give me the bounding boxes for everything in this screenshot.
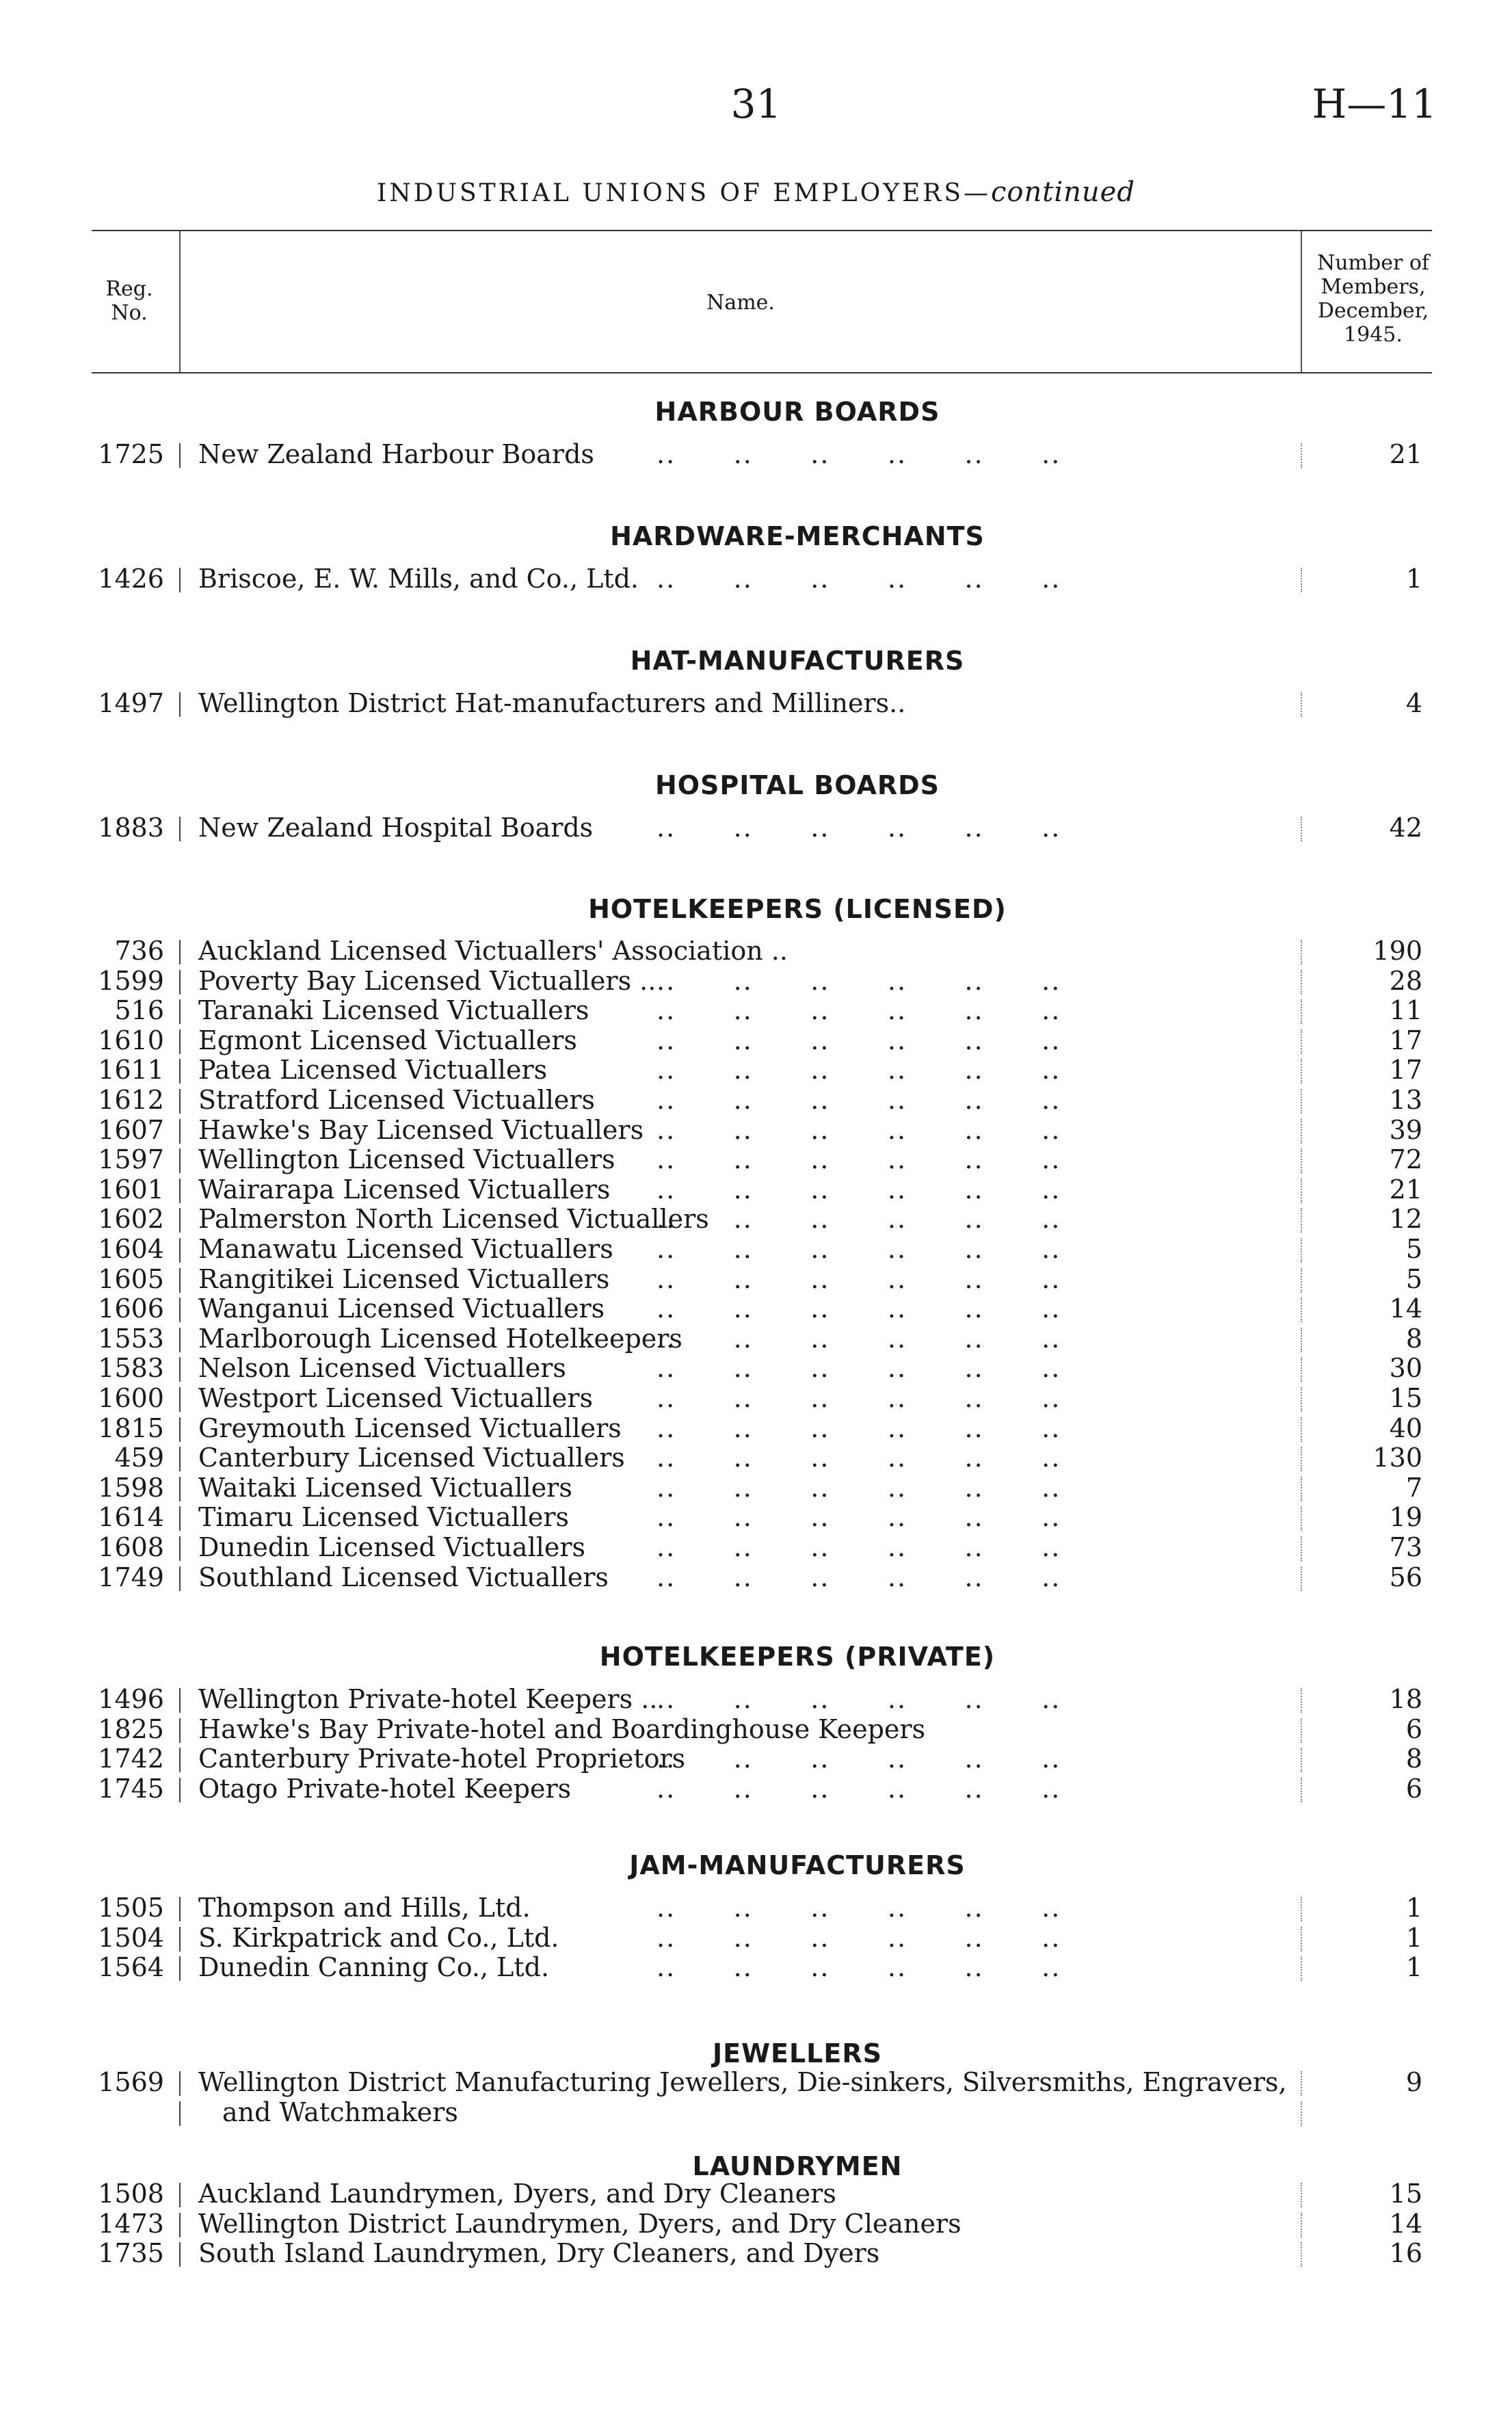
- reg-no: 1553: [98, 1323, 164, 1354]
- section-title: HARDWARE-MERCHANTS: [610, 521, 985, 551]
- member-count: 21: [1389, 1174, 1422, 1205]
- table-row: [0, 1144, 1512, 1174]
- union-name: Canterbury Licensed Victuallers: [198, 1443, 625, 1473]
- reg-no: 1606: [98, 1293, 164, 1324]
- column-rule: [179, 1688, 181, 1713]
- reg-no: 1426: [98, 564, 164, 594]
- column-rule: [179, 817, 181, 841]
- table-row: [0, 1684, 1512, 1714]
- page-number: 31: [730, 81, 782, 127]
- member-count: 19: [1389, 1502, 1422, 1533]
- section-title: JEWELLERS: [713, 2038, 882, 2068]
- column-rule: [179, 1059, 181, 1083]
- member-count: 6: [1405, 1773, 1422, 1804]
- table-row: [0, 2179, 1512, 2209]
- column-rule: [179, 999, 181, 1024]
- member-count: 42: [1389, 813, 1422, 843]
- leader-dots: .. .. .. .. .. ..: [656, 1055, 1061, 1086]
- reg-no: 1742: [98, 1744, 164, 1774]
- reg-no: 1598: [98, 1472, 164, 1503]
- union-name: Rangitikei Licensed Victuallers: [198, 1263, 610, 1294]
- leader-dots: .. .. .. .. .. ..: [656, 1293, 1061, 1324]
- table-row: [0, 813, 1512, 843]
- column-rule: [179, 940, 181, 964]
- reg-no: 1610: [98, 1025, 164, 1055]
- leader-dots: .. .. .. .. .. ..: [656, 1532, 1061, 1562]
- leader-dots: .. .. .. .. .. ..: [656, 965, 1061, 996]
- leader-dots: .. .. .. .. .. ..: [656, 439, 1061, 469]
- union-name: Patea Licensed Victuallers: [198, 1055, 548, 1086]
- reg-no: 1745: [98, 1773, 164, 1804]
- union-name: Dunedin Licensed Victuallers: [198, 1532, 586, 1562]
- leader-dots: .. .. .. .. .. ..: [656, 1383, 1061, 1413]
- column-rule: [179, 970, 181, 995]
- leader-dots: .. .. .. .. .. ..: [656, 1472, 1061, 1503]
- member-count: 73: [1389, 1532, 1422, 1562]
- member-count: 11: [1389, 995, 1422, 1026]
- leader-dots: .. .. .. .. .. ..: [656, 1952, 1061, 1983]
- reg-no: 1497: [98, 688, 164, 718]
- reg-no: 1504: [98, 1922, 164, 1953]
- member-count: 15: [1389, 2179, 1422, 2209]
- union-name: Stratford Licensed Victuallers: [198, 1085, 596, 1115]
- union-name: Dunedin Canning Co., Ltd.: [198, 1952, 550, 1983]
- column-rule: [179, 1927, 181, 1952]
- member-count: 1: [1405, 1893, 1422, 1923]
- member-count: 14: [1389, 2208, 1422, 2239]
- column-header-members: Number of Members, December, 1945.: [1316, 251, 1430, 347]
- table-row: [0, 1234, 1512, 1264]
- union-name: Poverty Bay Licensed Victuallers ..: [198, 965, 656, 996]
- running-title-suffix: continued: [991, 176, 1135, 208]
- reg-no: 1599: [98, 965, 164, 996]
- reg-no: 1508: [98, 2179, 164, 2209]
- union-name: Briscoe, E. W. Mills, and Co., Ltd.: [198, 564, 639, 594]
- table-row: [0, 1324, 1512, 1354]
- union-name: Thompson and Hills, Ltd.: [198, 1893, 531, 1923]
- column-rule: [179, 1506, 181, 1531]
- document-code: H—11: [1312, 81, 1437, 127]
- section-title: HOTELKEEPERS (LICENSED): [588, 894, 1007, 924]
- table-row: [0, 1204, 1512, 1234]
- column-rule: [179, 1238, 181, 1263]
- reg-no: 1614: [98, 1502, 164, 1533]
- reg-no: 1735: [98, 2238, 164, 2269]
- member-count: 14: [1389, 1293, 1422, 1324]
- column-rule: [179, 2242, 181, 2267]
- leader-dots: .. .. .. .. .. ..: [656, 813, 1061, 843]
- section-title: JAM-MANUFACTURERS: [629, 1850, 966, 1880]
- union-name: Southland Licensed Victuallers: [198, 1562, 609, 1592]
- section-title: HAT-MANUFACTURERS: [630, 646, 965, 676]
- member-count: 15: [1389, 1383, 1422, 1413]
- reg-no: 1825: [98, 1713, 164, 1744]
- leader-dots: .. .. .. .. .. ..: [656, 1174, 1061, 1205]
- member-count: 17: [1389, 1025, 1422, 1055]
- union-name: Wellington Licensed Victuallers: [198, 1144, 615, 1175]
- reg-no: 1583: [98, 1353, 164, 1384]
- member-count: 13: [1389, 1085, 1422, 1115]
- table-row: [0, 1562, 1512, 1592]
- union-name: Nelson Licensed Victuallers: [198, 1353, 566, 1384]
- leader-dots: .. .. .. .. .. ..: [656, 1085, 1061, 1115]
- leader-dots: .. .. .. .. .. ..: [656, 1323, 1061, 1354]
- member-count: 8: [1405, 1744, 1422, 1774]
- member-count: 5: [1405, 1234, 1422, 1264]
- member-count: 21: [1389, 439, 1422, 469]
- leader-dots: .. .. .. .. .. ..: [656, 1412, 1061, 1443]
- member-count: 16: [1389, 2238, 1422, 2269]
- member-count: 8: [1405, 1323, 1422, 1354]
- member-count: 30: [1389, 1353, 1422, 1384]
- union-name: New Zealand Harbour Boards: [198, 439, 594, 469]
- member-count: 17: [1389, 1055, 1422, 1086]
- member-count: 190: [1372, 936, 1422, 966]
- union-name: Otago Private-hotel Keepers: [198, 1773, 572, 1804]
- member-count: 12: [1389, 1204, 1422, 1235]
- reg-no: 1612: [98, 1085, 164, 1115]
- union-name: Wairarapa Licensed Victuallers: [198, 1174, 611, 1205]
- leader-dots: .. .. .. .. .. ..: [656, 1353, 1061, 1384]
- union-name: Taranaki Licensed Victuallers: [198, 995, 589, 1026]
- column-rule: [179, 1208, 181, 1233]
- table-row: [0, 1293, 1512, 1324]
- member-count: 4: [1405, 688, 1422, 718]
- column-rule: [179, 1417, 181, 1442]
- union-name: Hawke's Bay Licensed Victuallers: [198, 1114, 644, 1145]
- table-row: [0, 1115, 1512, 1145]
- column-rule: [179, 1956, 181, 1981]
- column-rule: [179, 1447, 181, 1471]
- union-name: Egmont Licensed Victuallers: [198, 1025, 577, 1055]
- reg-no: 1564: [98, 1952, 164, 1983]
- column-rule: [179, 1148, 181, 1173]
- column-rule: [179, 1718, 181, 1743]
- leader-dots: .. .. .. .. .. ..: [656, 1773, 1061, 1804]
- reg-no: 1725: [98, 439, 164, 469]
- table-row: [0, 564, 1512, 594]
- column-rule: [179, 1029, 181, 1054]
- union-name: Waitaki Licensed Victuallers: [198, 1472, 572, 1503]
- column-rule: [179, 1089, 181, 1114]
- reg-no: 1496: [98, 1684, 164, 1714]
- column-rule: [179, 443, 181, 468]
- leader-dots: .. .. .. .. .. ..: [656, 1562, 1061, 1592]
- member-count: 39: [1389, 1114, 1422, 1145]
- table-row: [0, 1025, 1512, 1055]
- table-row: [0, 1714, 1512, 1744]
- table-row: [0, 1532, 1512, 1562]
- table-row: [0, 1413, 1512, 1443]
- union-name: Marlborough Licensed Hotelkeepers: [198, 1323, 682, 1354]
- member-count: 7: [1405, 1472, 1422, 1503]
- table-row: [0, 1353, 1512, 1383]
- leader-dots: .. .. .. .. .. ..: [656, 1922, 1061, 1953]
- table-row: [0, 995, 1512, 1025]
- member-count: 5: [1405, 1263, 1422, 1294]
- union-name: Canterbury Private-hotel Proprietors: [198, 1744, 686, 1774]
- table-row: [0, 1055, 1512, 1085]
- table-row: [0, 1893, 1512, 1923]
- table-row-continuation: [0, 2097, 1512, 2127]
- column-rule: [1301, 2101, 1302, 2126]
- member-count: 1: [1405, 564, 1422, 594]
- leader-dots: .. .. .. .. .. ..: [656, 1744, 1061, 1774]
- column-rule: [179, 1268, 181, 1293]
- union-name: Hawke's Bay Private-hotel and Boardinghouse Keepers: [198, 1713, 926, 1744]
- union-name: Wellington District Manufacturing Jewellers, Die-sinkers, Silversmiths, Engravers,: [198, 2067, 1287, 2097]
- column-rule: [179, 1298, 181, 1322]
- reg-no: 1611: [98, 1055, 164, 1086]
- table-row: [0, 1383, 1512, 1413]
- column-rule: [179, 1119, 181, 1144]
- section-title: LAUNDRYMEN: [692, 2151, 903, 2181]
- union-name: Auckland Licensed Victuallers' Association ..: [198, 936, 788, 966]
- column-rule: [179, 1536, 181, 1561]
- table-row: [0, 2238, 1512, 2268]
- column-rule: [179, 692, 181, 717]
- column-header-name: Name.: [706, 291, 775, 315]
- column-header-reg-no: Reg. No.: [105, 277, 153, 325]
- table-row: [0, 936, 1512, 966]
- union-name: Wellington District Laundrymen, Dyers, and Dry Cleaners: [198, 2208, 961, 2239]
- union-name: Palmerston North Licensed Victuallers: [198, 1204, 709, 1235]
- table-row: [0, 1174, 1512, 1205]
- leader-dots: .. .. .. .. .. ..: [656, 1502, 1061, 1533]
- reg-no: 1883: [98, 813, 164, 843]
- column-rule: [179, 1328, 181, 1352]
- leader-dots: .. .. .. .. .. ..: [656, 995, 1061, 1026]
- union-name: Wanganui Licensed Victuallers: [198, 1293, 605, 1324]
- union-name: Wellington Private-hotel Keepers ..: [198, 1684, 658, 1714]
- member-count: 130: [1372, 1443, 1422, 1473]
- table-row: [0, 1473, 1512, 1503]
- member-count: 18: [1389, 1684, 1422, 1714]
- leader-dots: .. .. .. .. .. ..: [656, 564, 1061, 594]
- leader-dots: .. .. .. .. .. ..: [656, 1204, 1061, 1235]
- leader-dots: .. .. .. .. .. ..: [656, 1263, 1061, 1294]
- member-count: 1: [1405, 1952, 1422, 1983]
- table-row: [0, 1923, 1512, 1953]
- section-title: HOTELKEEPERS (PRIVATE): [599, 1642, 996, 1672]
- union-name: New Zealand Hospital Boards: [198, 813, 594, 843]
- reg-no: 1815: [98, 1412, 164, 1443]
- table-row: [0, 1502, 1512, 1532]
- member-count: 9: [1405, 2067, 1422, 2097]
- leader-dots: .. .. .. .. .. ..: [656, 1234, 1061, 1264]
- column-rule: [179, 1897, 181, 1921]
- union-name-continued: and Watchmakers: [222, 2097, 458, 2127]
- column-rule: [179, 2101, 181, 2126]
- leader-dots: .. .. .. .. .. ..: [656, 1144, 1061, 1175]
- table-row: [0, 1774, 1512, 1804]
- reg-no: 516: [114, 995, 164, 1026]
- column-rule: [179, 1778, 181, 1802]
- table-row: [0, 1952, 1512, 1982]
- member-count: 72: [1389, 1144, 1422, 1175]
- member-count: 40: [1389, 1412, 1422, 1443]
- reg-no: 1601: [98, 1174, 164, 1205]
- column-rule: [179, 1748, 181, 1772]
- member-count: 1: [1405, 1922, 1422, 1953]
- member-count: 56: [1389, 1562, 1422, 1592]
- reg-no: 1608: [98, 1532, 164, 1562]
- table-row: [0, 2067, 1512, 2097]
- section-title: HOSPITAL BOARDS: [654, 770, 940, 800]
- column-rule: [179, 2213, 181, 2237]
- member-count: 28: [1389, 965, 1422, 996]
- table-row: [0, 1085, 1512, 1115]
- leader-dots: .. .. .. .. .. ..: [656, 1443, 1061, 1473]
- column-rule: [179, 2183, 181, 2207]
- leader-dots: .. .. .. .. .. ..: [656, 1893, 1061, 1923]
- table-row: [0, 439, 1512, 469]
- reg-no: 1607: [98, 1114, 164, 1145]
- leader-dots: .. .. .. .. .. ..: [656, 1025, 1061, 1055]
- union-name: S. Kirkpatrick and Co., Ltd.: [198, 1922, 559, 1953]
- reg-no: 459: [114, 1443, 164, 1473]
- reg-no: 1749: [98, 1562, 164, 1592]
- reg-no: 1604: [98, 1234, 164, 1264]
- table-row: [0, 1264, 1512, 1294]
- column-rule: [179, 568, 181, 592]
- reg-no: 736: [114, 936, 164, 966]
- reg-no: 1597: [98, 1144, 164, 1175]
- table-row: [0, 2209, 1512, 2239]
- table-row: [0, 1744, 1512, 1774]
- section-title: HARBOUR BOARDS: [654, 397, 940, 427]
- table-row: [0, 966, 1512, 996]
- reg-no: 1605: [98, 1263, 164, 1294]
- column-rule: [179, 1179, 181, 1203]
- column-rule: [179, 1387, 181, 1412]
- member-count: 6: [1405, 1713, 1422, 1744]
- reg-no: 1600: [98, 1383, 164, 1413]
- union-name: Auckland Laundrymen, Dyers, and Dry Cleaners: [198, 2179, 836, 2209]
- union-name: Westport Licensed Victuallers: [198, 1383, 594, 1413]
- column-rule: [179, 1477, 181, 1501]
- union-name: Timaru Licensed Victuallers: [198, 1502, 570, 1533]
- reg-no: 1602: [98, 1204, 164, 1235]
- reg-no: 1569: [98, 2067, 164, 2097]
- union-name: South Island Laundrymen, Dry Cleaners, and Dyers: [198, 2238, 880, 2269]
- column-rule: [179, 1566, 181, 1591]
- table-row: [0, 1443, 1512, 1473]
- reg-no: 1473: [98, 2208, 164, 2239]
- column-rule: [179, 1357, 181, 1382]
- leader-dots: .. .. .. .. .. ..: [656, 1684, 1061, 1714]
- running-title-main: INDUSTRIAL UNIONS OF EMPLOYERS—: [377, 179, 992, 207]
- union-name: Greymouth Licensed Victuallers: [198, 1412, 622, 1443]
- reg-no: 1505: [98, 1893, 164, 1923]
- table-row: [0, 688, 1512, 718]
- column-rule: [179, 2071, 181, 2096]
- union-name: Wellington District Hat-manufacturers and Milliners..: [198, 688, 906, 718]
- leader-dots: .. .. .. .. .. ..: [656, 1114, 1061, 1145]
- union-name: Manawatu Licensed Victuallers: [198, 1234, 613, 1264]
